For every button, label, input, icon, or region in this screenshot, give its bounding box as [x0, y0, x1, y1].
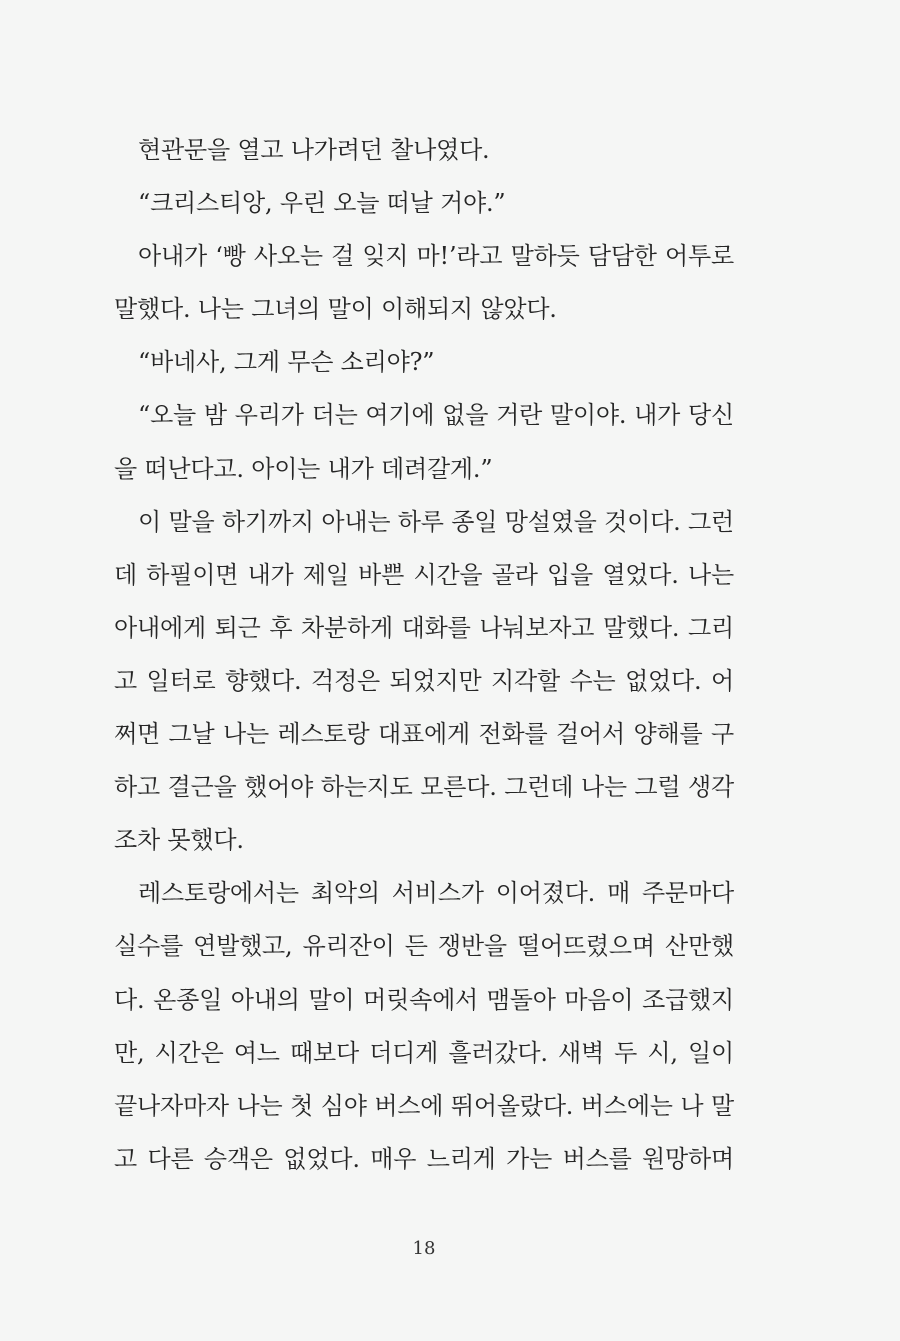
- text-line: 다. 온종일 아내의 말이 머릿속에서 맴돌아 마음이 조급했지: [114, 985, 734, 1014]
- page-number: 18: [412, 1238, 436, 1259]
- text-line: “크리스티앙, 우린 오늘 떠날 거야.”: [138, 189, 506, 218]
- text-line: 조차 못했다.: [114, 826, 244, 855]
- text-line: 고 다른 승객은 없었다. 매우 느리게 가는 버스를 원망하며: [114, 1144, 734, 1173]
- text-line: “바네사, 그게 무슨 소리야?”: [138, 348, 435, 377]
- text-line: 아내에게 퇴근 후 차분하게 대화를 나눠보자고 말했다. 그리: [114, 613, 734, 642]
- text-line: 아내가 ‘빵 사오는 걸 잊지 마!’라고 말하듯 담담한 어투로: [138, 242, 734, 271]
- text-line: “오늘 밤 우리가 더는 여기에 없을 거란 말이야. 내가 당신: [138, 401, 734, 430]
- body-text: [114, 124, 734, 1186]
- text-line: 고 일터로 향했다. 걱정은 되었지만 지각할 수는 없었다. 어: [114, 666, 734, 695]
- text-line: 현관문을 열고 나가려던 찰나였다.: [138, 136, 490, 164]
- text-line: 실수를 연발했고, 유리잔이 든 쟁반을 떨어뜨렸으며 산만했: [114, 932, 734, 961]
- text-line: 만, 시간은 여느 때보다 더디게 흘러갔다. 새벽 두 시, 일이: [114, 1038, 734, 1067]
- text-line: 레스토랑에서는 최악의 서비스가 이어졌다. 매 주문마다: [138, 879, 734, 908]
- text-line: 쩌면 그날 나는 레스토랑 대표에게 전화를 걸어서 양해를 구: [114, 720, 734, 749]
- text-line: 을 떠난다고. 아이는 내가 데려갈게.”: [114, 454, 493, 483]
- text-line: 말했다. 나는 그녀의 말이 이해되지 않았다.: [114, 295, 557, 324]
- text-line: 데 하필이면 내가 제일 바쁜 시간을 골라 입을 열었다. 나는: [114, 560, 734, 589]
- text-line: 끝나자마자 나는 첫 심야 버스에 뛰어올랐다. 버스에는 나 말: [114, 1091, 734, 1120]
- text-line: 이 말을 하기까지 아내는 하루 종일 망설였을 것이다. 그런: [138, 507, 734, 536]
- text-line: 하고 결근을 했어야 하는지도 모른다. 그런데 나는 그럴 생각: [114, 773, 734, 802]
